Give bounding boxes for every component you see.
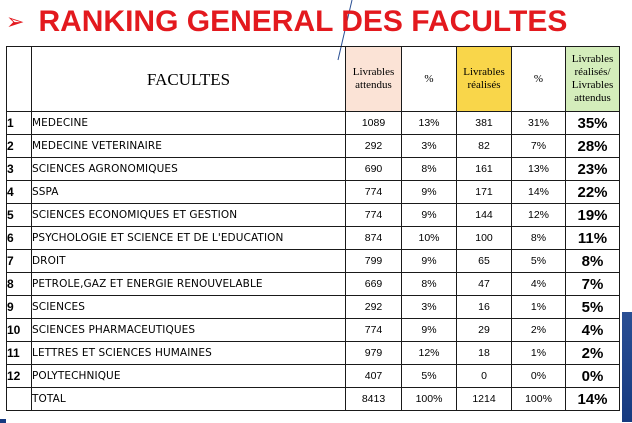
cell-faculte: DROIT: [32, 250, 346, 273]
table-row: [7, 319, 620, 342]
cell-faculte: SCIENCES PHARMACEUTIQUES: [32, 319, 346, 342]
cell-livrables-realises: 144: [457, 204, 512, 227]
cell-livrables-realises: 65: [457, 250, 512, 273]
cell-pct-attendus: 3%: [402, 135, 457, 158]
cell-livrables-realises: 47: [457, 273, 512, 296]
cell-faculte: SSPA: [32, 181, 346, 204]
cell-livrables-attendus: 774: [346, 181, 402, 204]
cell-pct-attendus: 9%: [402, 319, 457, 342]
header-facultes: FACULTES: [32, 47, 346, 112]
cell-ratio: 22%: [566, 181, 620, 204]
cell-pct-realises: 7%: [512, 135, 566, 158]
cell-pct-attendus: 8%: [402, 273, 457, 296]
table-row-total: [7, 388, 620, 411]
cell-ratio: 23%: [566, 158, 620, 181]
cell-ratio: 5%: [566, 296, 620, 319]
cell-rank: 5: [7, 204, 32, 227]
cell-faculte: SCIENCES ECONOMIQUES ET GESTION: [32, 204, 346, 227]
cell-pct-realises: 4%: [512, 273, 566, 296]
table-row: [7, 296, 620, 319]
ranking-table: [6, 46, 620, 411]
header-pct-realises: %: [512, 47, 566, 112]
cell-livrables-attendus: 669: [346, 273, 402, 296]
cell-pct-attendus: 13%: [402, 112, 457, 135]
cell-livrables-realises: 82: [457, 135, 512, 158]
cell-faculte: PETROLE,GAZ ET ENERGIE RENOUVELABLE: [32, 273, 346, 296]
cell-faculte: TOTAL: [32, 388, 346, 411]
cell-livrables-attendus: 979: [346, 342, 402, 365]
decorative-side-bar: [622, 312, 632, 422]
header-livrables-attendus: Livrables attendus: [346, 47, 402, 112]
decorative-corner: [0, 419, 6, 423]
cell-ratio: 8%: [566, 250, 620, 273]
cell-livrables-attendus: 774: [346, 319, 402, 342]
cell-faculte: MEDECINE: [32, 112, 346, 135]
cell-ratio: 19%: [566, 204, 620, 227]
cell-livrables-realises: 381: [457, 112, 512, 135]
cell-livrables-attendus: 799: [346, 250, 402, 273]
table-row: [7, 112, 620, 135]
cell-livrables-attendus: 1089: [346, 112, 402, 135]
cell-livrables-realises: 100: [457, 227, 512, 250]
cell-livrables-realises: 18: [457, 342, 512, 365]
cell-rank: 1: [7, 112, 32, 135]
cell-pct-realises: 5%: [512, 250, 566, 273]
cell-pct-attendus: 9%: [402, 181, 457, 204]
cell-rank: [7, 388, 32, 411]
cell-pct-realises: 14%: [512, 181, 566, 204]
table-row: [7, 227, 620, 250]
cell-pct-realises: 1%: [512, 296, 566, 319]
page-title: [6, 2, 567, 42]
table-row: [7, 135, 620, 158]
cell-pct-attendus: 9%: [402, 204, 457, 227]
cell-livrables-attendus: 292: [346, 296, 402, 319]
cell-rank: 4: [7, 181, 32, 204]
cell-livrables-attendus: 774: [346, 204, 402, 227]
cell-pct-realises: 13%: [512, 158, 566, 181]
cell-livrables-attendus: 8413: [346, 388, 402, 411]
cell-ratio: 14%: [566, 388, 620, 411]
cell-pct-attendus: 12%: [402, 342, 457, 365]
table-row: [7, 273, 620, 296]
cell-rank: 3: [7, 158, 32, 181]
cell-pct-attendus: 8%: [402, 158, 457, 181]
cell-livrables-realises: 1214: [457, 388, 512, 411]
cell-ratio: 2%: [566, 342, 620, 365]
cell-ratio: 28%: [566, 135, 620, 158]
cell-livrables-realises: 0: [457, 365, 512, 388]
cell-pct-realises: 8%: [512, 227, 566, 250]
cell-faculte: PSYCHOLOGIE ET SCIENCE ET DE L'EDUCATION: [32, 227, 346, 250]
table-row: [7, 204, 620, 227]
cell-pct-realises: 1%: [512, 342, 566, 365]
arrow-bullet-icon: ➢: [6, 9, 25, 35]
cell-pct-realises: 100%: [512, 388, 566, 411]
table-row: [7, 158, 620, 181]
header-pct-attendus: %: [402, 47, 457, 112]
cell-livrables-attendus: 690: [346, 158, 402, 181]
cell-faculte: SCIENCES: [32, 296, 346, 319]
cell-ratio: 7%: [566, 273, 620, 296]
table-row: [7, 342, 620, 365]
page-title-text: RANKING GENERAL DES FACULTES: [38, 5, 568, 38]
cell-pct-realises: 31%: [512, 112, 566, 135]
cell-rank: 10: [7, 319, 32, 342]
cell-faculte: MEDECINE VETERINAIRE: [32, 135, 346, 158]
cell-livrables-attendus: 874: [346, 227, 402, 250]
table-row: [7, 365, 620, 388]
cell-rank: 6: [7, 227, 32, 250]
cell-pct-attendus: 5%: [402, 365, 457, 388]
header-ratio: Livrables réalisés/ Livrables attendus: [566, 47, 620, 112]
cell-rank: 12: [7, 365, 32, 388]
header-livrables-realises: Livrables réalisés: [457, 47, 512, 112]
cell-pct-attendus: 100%: [402, 388, 457, 411]
cell-rank: 9: [7, 296, 32, 319]
cell-pct-attendus: 9%: [402, 250, 457, 273]
cell-rank: 11: [7, 342, 32, 365]
table-row: [7, 250, 620, 273]
cell-livrables-attendus: 407: [346, 365, 402, 388]
cell-pct-realises: 0%: [512, 365, 566, 388]
header-rank: [7, 47, 32, 112]
cell-livrables-realises: 29: [457, 319, 512, 342]
cell-pct-attendus: 3%: [402, 296, 457, 319]
cell-ratio: 4%: [566, 319, 620, 342]
table-header-row: [7, 47, 620, 112]
cell-rank: 2: [7, 135, 32, 158]
cell-pct-realises: 2%: [512, 319, 566, 342]
cell-rank: 8: [7, 273, 32, 296]
cell-rank: 7: [7, 250, 32, 273]
cell-livrables-attendus: 292: [346, 135, 402, 158]
cell-ratio: 0%: [566, 365, 620, 388]
cell-faculte: LETTRES ET SCIENCES HUMAINES: [32, 342, 346, 365]
cell-faculte: SCIENCES AGRONOMIQUES: [32, 158, 346, 181]
cell-pct-attendus: 10%: [402, 227, 457, 250]
cell-livrables-realises: 16: [457, 296, 512, 319]
cell-livrables-realises: 161: [457, 158, 512, 181]
cell-ratio: 11%: [566, 227, 620, 250]
cell-pct-realises: 12%: [512, 204, 566, 227]
cell-ratio: 35%: [566, 112, 620, 135]
cell-faculte: POLYTECHNIQUE: [32, 365, 346, 388]
table-row: [7, 181, 620, 204]
cell-livrables-realises: 171: [457, 181, 512, 204]
